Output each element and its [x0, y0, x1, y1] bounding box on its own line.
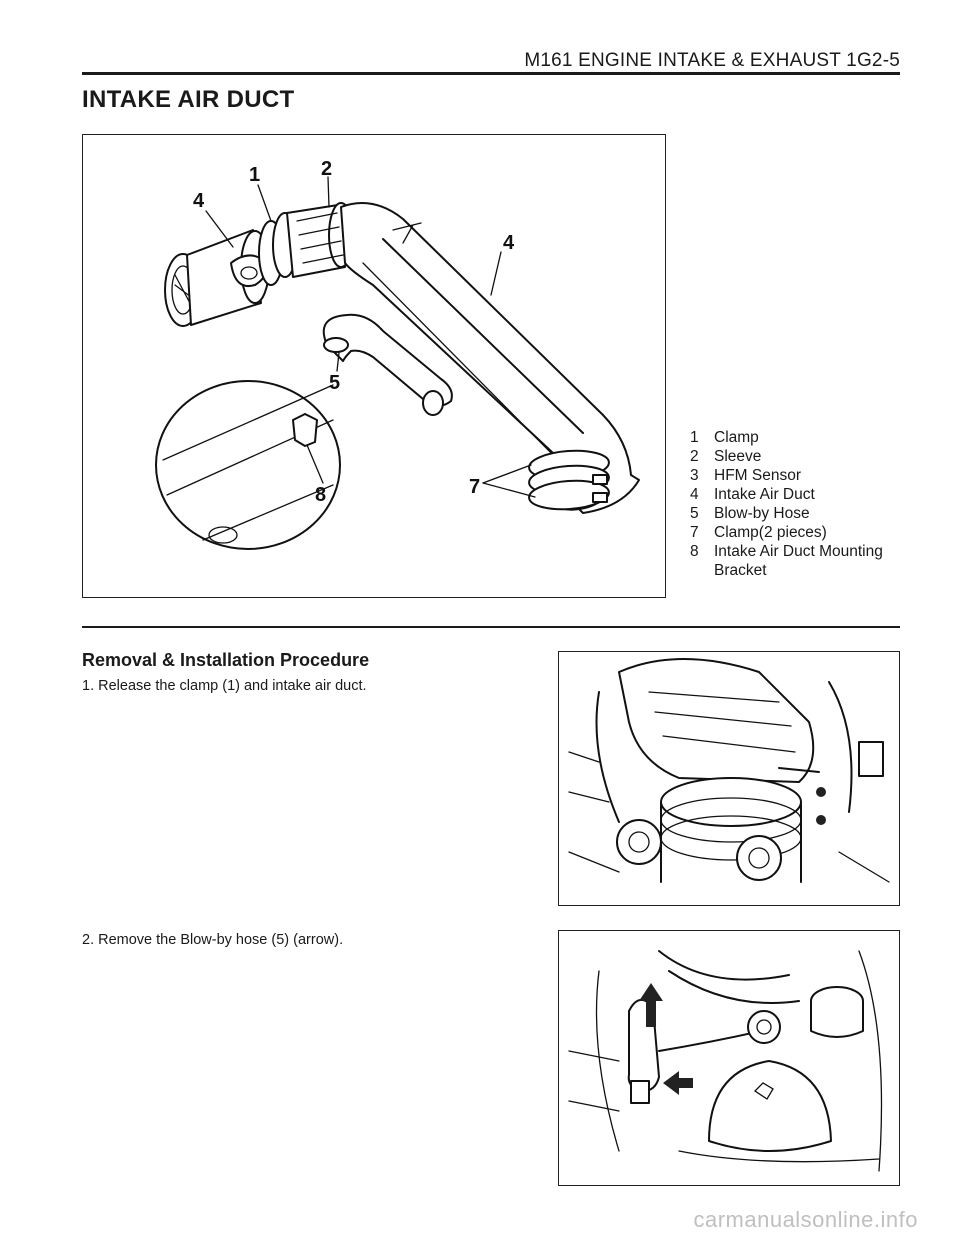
engine-photo-blowby-hose: [558, 930, 900, 1186]
parts-legend: [690, 428, 910, 580]
callout-5: 5: [329, 372, 341, 394]
watermark: carmanualsonline.info: [693, 1207, 918, 1232]
lower-clamps-drawing: [528, 448, 610, 512]
legend-item: 4 Intake Air Duct: [690, 486, 815, 503]
procedure-step-2: 2. Remove the Blow-by hose (5) (arrow).: [82, 932, 344, 948]
legend-item: 5 Blow-by Hose: [690, 505, 810, 522]
legend-item: 1 Clamp: [690, 429, 759, 446]
callout-8: 8: [315, 484, 327, 506]
legend-item: 8 Intake Air Duct Mounting Bracket: [690, 543, 883, 579]
section-title: INTAKE AIR DUCT: [82, 86, 295, 113]
callout-7: 7: [469, 476, 481, 498]
callout-4: 4: [503, 232, 515, 254]
header-rule: [82, 72, 900, 75]
callout-1: 1: [249, 164, 261, 186]
mounting-bracket-inset: [156, 381, 340, 549]
page-header: M161 ENGINE INTAKE & EXHAUST 1G2-5: [524, 50, 900, 71]
procedure-step-1: 1. Release the clamp (1) and intake air duct.: [82, 678, 367, 694]
left-arrow-icon: [663, 1071, 693, 1095]
legend-item: 2 Sleeve: [690, 448, 762, 465]
callout-3: 4: [193, 190, 205, 212]
section-rule: [82, 626, 900, 628]
sleeve-and-clamp-drawing: [259, 203, 353, 285]
intake-duct-diagram: [82, 134, 666, 598]
engine-photo-clamp: [558, 651, 900, 906]
hfm-sensor-drawing: [165, 230, 269, 326]
procedure-title: Removal & Installation Procedure: [82, 650, 370, 670]
legend-item: 3 HFM Sensor: [690, 467, 801, 484]
callout-2: 2: [321, 158, 333, 180]
legend-item: 7 Clamp(2 pieces): [690, 524, 827, 541]
